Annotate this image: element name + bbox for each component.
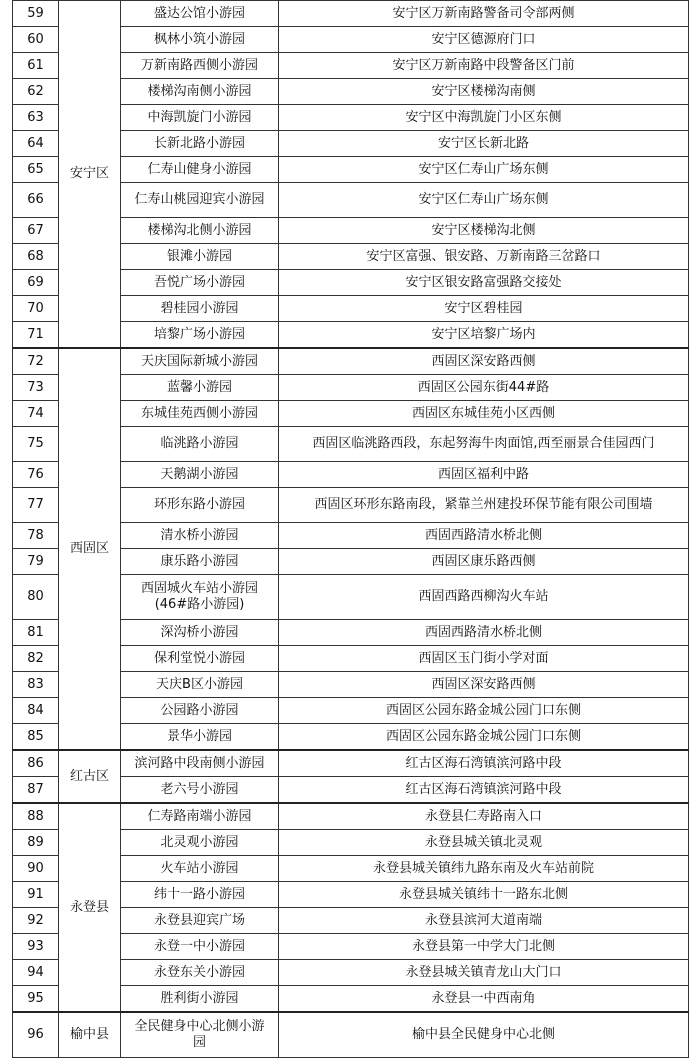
park-location: 安宁区万新南路警备司令部两侧 — [279, 1, 689, 27]
park-name: 北灵观小游园 — [121, 830, 279, 856]
row-number: 83 — [13, 672, 59, 698]
district-cell: 永登县 — [59, 803, 121, 1012]
park-name: 临洮路小游园 — [121, 427, 279, 462]
park-location: 安宁区培黎广场内 — [279, 322, 689, 349]
district-cell: 榆中县 — [59, 1012, 121, 1058]
district-cell: 安宁区 — [59, 1, 121, 349]
park-location: 永登县城关镇青龙山大门口 — [279, 960, 689, 986]
row-number: 71 — [13, 322, 59, 349]
park-name: 胜利街小游园 — [121, 986, 279, 1013]
row-number: 86 — [13, 750, 59, 777]
park-location: 安宁区碧桂园 — [279, 296, 689, 322]
park-location: 红古区海石湾镇滨河路中段 — [279, 777, 689, 804]
park-location: 安宁区仁寿山广场东侧 — [279, 183, 689, 218]
park-name: 仁寿山健身小游园 — [121, 157, 279, 183]
park-name: 清水桥小游园 — [121, 523, 279, 549]
park-name: 永登县迎宾广场 — [121, 908, 279, 934]
park-name: 深沟桥小游园 — [121, 620, 279, 646]
park-location: 西固区康乐路西侧 — [279, 549, 689, 575]
park-name: 公园路小游园 — [121, 698, 279, 724]
park-name: 老六号小游园 — [121, 777, 279, 804]
row-number: 59 — [13, 1, 59, 27]
park-location: 榆中县全民健身中心北侧 — [279, 1012, 689, 1058]
row-number: 72 — [13, 348, 59, 375]
row-number: 76 — [13, 462, 59, 488]
row-number: 61 — [13, 53, 59, 79]
park-name: 东城佳苑西侧小游园 — [121, 401, 279, 427]
row-number: 92 — [13, 908, 59, 934]
park-location: 西固区环形东路南段，紧靠兰州建投环保节能有限公司围墙 — [279, 488, 689, 523]
row-number: 90 — [13, 856, 59, 882]
park-name: 全民健身中心北侧小游 园 — [121, 1012, 279, 1058]
table-row — [13, 803, 689, 830]
park-location: 永登县滨河大道南端 — [279, 908, 689, 934]
park-location: 永登县仁寿路南入口 — [279, 803, 689, 830]
park-table-body — [13, 1, 689, 1058]
park-location: 安宁区银安路富强路交接处 — [279, 270, 689, 296]
park-location: 永登县城关镇北灵观 — [279, 830, 689, 856]
park-name: 万新南路西侧小游园 — [121, 53, 279, 79]
row-number: 89 — [13, 830, 59, 856]
park-name: 培黎广场小游园 — [121, 322, 279, 349]
row-number: 93 — [13, 934, 59, 960]
row-number: 84 — [13, 698, 59, 724]
park-location: 西固西路清水桥北侧 — [279, 523, 689, 549]
park-name: 碧桂园小游园 — [121, 296, 279, 322]
row-number: 77 — [13, 488, 59, 523]
row-number: 79 — [13, 549, 59, 575]
park-location: 安宁区万新南路中段警备区门前 — [279, 53, 689, 79]
table-row — [13, 750, 689, 777]
row-number: 75 — [13, 427, 59, 462]
park-name: 景华小游园 — [121, 724, 279, 751]
row-number: 74 — [13, 401, 59, 427]
park-location: 安宁区楼梯沟南侧 — [279, 79, 689, 105]
row-number: 88 — [13, 803, 59, 830]
row-number: 80 — [13, 575, 59, 620]
park-name: 银滩小游园 — [121, 244, 279, 270]
park-name: 西固城火车站小游园 (46#路小游园) — [121, 575, 279, 620]
park-location: 西固区公园东路金城公园门口东侧 — [279, 698, 689, 724]
park-location: 西固区公园东路金城公园门口东侧 — [279, 724, 689, 751]
park-location: 永登县城关镇纬十一路东北侧 — [279, 882, 689, 908]
park-name: 长新北路小游园 — [121, 131, 279, 157]
park-name: 康乐路小游园 — [121, 549, 279, 575]
park-name: 吾悦广场小游园 — [121, 270, 279, 296]
park-location: 永登县第一中学大门北侧 — [279, 934, 689, 960]
row-number: 95 — [13, 986, 59, 1013]
park-location: 安宁区仁寿山广场东侧 — [279, 157, 689, 183]
park-location: 西固区深安路西侧 — [279, 672, 689, 698]
park-location: 永登县一中西南角 — [279, 986, 689, 1013]
park-location: 西固区临洮路西段，东起努海牛肉面馆,西至丽景合佳园西门 — [279, 427, 689, 462]
park-name: 天庆国际新城小游园 — [121, 348, 279, 375]
park-name: 仁寿路南端小游园 — [121, 803, 279, 830]
park-location: 红古区海石湾镇滨河路中段 — [279, 750, 689, 777]
park-location: 西固区深安路西侧 — [279, 348, 689, 375]
park-name: 楼梯沟南侧小游园 — [121, 79, 279, 105]
row-number: 68 — [13, 244, 59, 270]
row-number: 94 — [13, 960, 59, 986]
park-name: 仁寿山桃园迎宾小游园 — [121, 183, 279, 218]
park-location: 西固区玉门街小学对面 — [279, 646, 689, 672]
park-location: 安宁区富强、银安路、万新南路三岔路口 — [279, 244, 689, 270]
park-table — [12, 0, 689, 1058]
park-name: 纬十一路小游园 — [121, 882, 279, 908]
row-number: 82 — [13, 646, 59, 672]
park-location: 永登县城关镇纬九路东南及火车站前院 — [279, 856, 689, 882]
row-number: 73 — [13, 375, 59, 401]
park-name: 环形东路小游园 — [121, 488, 279, 523]
park-name: 滨河路中段南侧小游园 — [121, 750, 279, 777]
row-number: 96 — [13, 1012, 59, 1058]
row-number: 91 — [13, 882, 59, 908]
park-location: 安宁区中海凯旋门小区东侧 — [279, 105, 689, 131]
park-location: 西固区福利中路 — [279, 462, 689, 488]
district-cell: 西固区 — [59, 348, 121, 750]
park-location: 安宁区长新北路 — [279, 131, 689, 157]
table-row — [13, 1012, 689, 1058]
park-location: 西固西路西柳沟火车站 — [279, 575, 689, 620]
row-number: 60 — [13, 27, 59, 53]
row-number: 87 — [13, 777, 59, 804]
table-row — [13, 1, 689, 27]
row-number: 69 — [13, 270, 59, 296]
row-number: 63 — [13, 105, 59, 131]
row-number: 81 — [13, 620, 59, 646]
row-number: 85 — [13, 724, 59, 751]
park-name: 天鹅湖小游园 — [121, 462, 279, 488]
park-name: 火车站小游园 — [121, 856, 279, 882]
row-number: 67 — [13, 218, 59, 244]
row-number: 66 — [13, 183, 59, 218]
park-location: 西固西路清水桥北侧 — [279, 620, 689, 646]
table-row — [13, 348, 689, 375]
park-name: 永登一中小游园 — [121, 934, 279, 960]
row-number: 65 — [13, 157, 59, 183]
park-name: 楼梯沟北侧小游园 — [121, 218, 279, 244]
row-number: 78 — [13, 523, 59, 549]
park-location: 西固区公园东街44#路 — [279, 375, 689, 401]
row-number: 62 — [13, 79, 59, 105]
row-number: 70 — [13, 296, 59, 322]
park-name: 保利堂悦小游园 — [121, 646, 279, 672]
park-name: 永登东关小游园 — [121, 960, 279, 986]
park-location: 安宁区德源府门口 — [279, 27, 689, 53]
park-name: 蓝馨小游园 — [121, 375, 279, 401]
park-location: 西固区东城佳苑小区西侧 — [279, 401, 689, 427]
park-name: 天庆B区小游园 — [121, 672, 279, 698]
row-number: 64 — [13, 131, 59, 157]
park-name: 中海凯旋门小游园 — [121, 105, 279, 131]
park-name: 盛达公馆小游园 — [121, 1, 279, 27]
park-location: 安宁区楼梯沟北侧 — [279, 218, 689, 244]
district-cell: 红古区 — [59, 750, 121, 803]
park-name: 枫林小筑小游园 — [121, 27, 279, 53]
